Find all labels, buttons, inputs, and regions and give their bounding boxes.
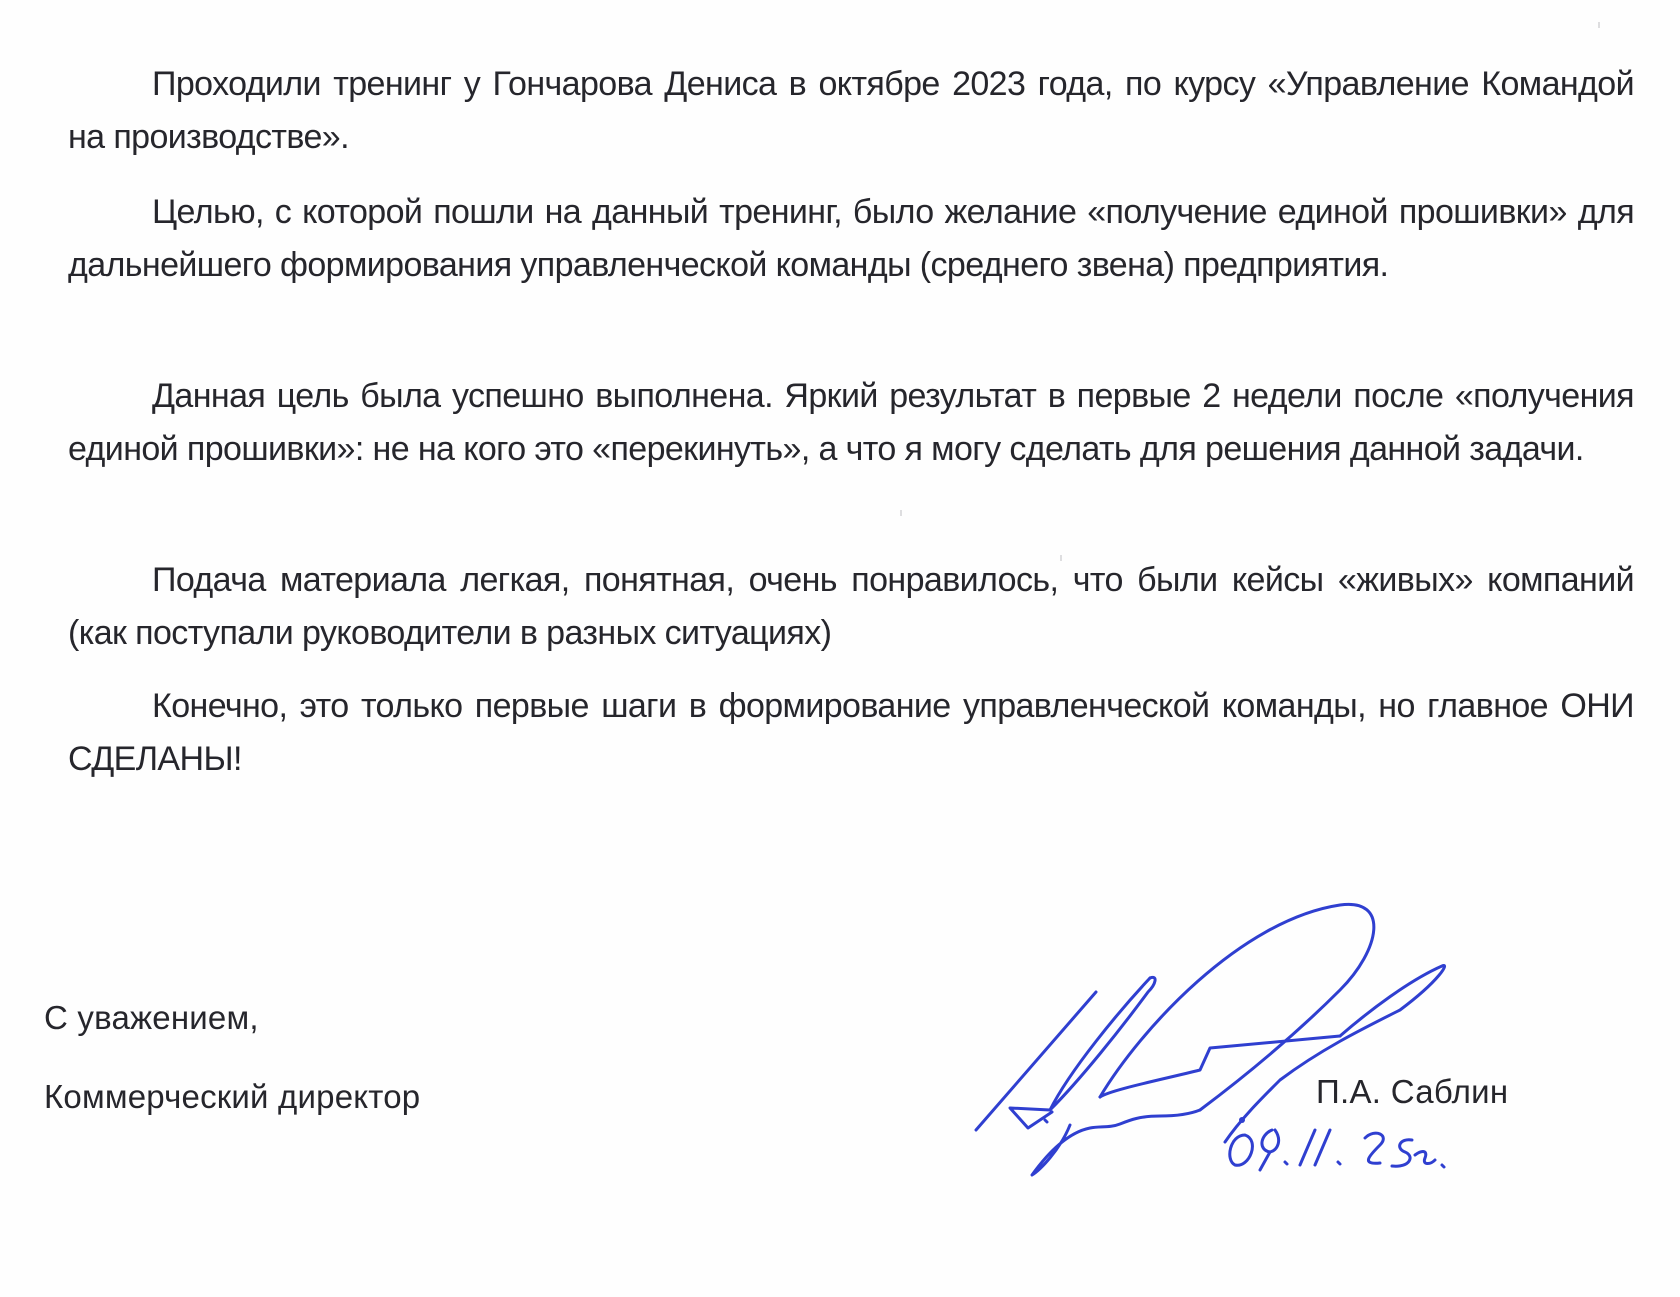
paragraph-conclusion: Конечно, это только первые шаги в формирование управленческой команды, но главное ОНИ СДЕЛАНЫ! — [68, 687, 1634, 778]
signer-position: Коммерческий директор — [44, 1078, 421, 1115]
paragraph-goal: Целью, с которой пошли на данный тренинг, было желание «получение единой прошивки» для дальнейшего формирования управленческой команды (среднего звена) предприятия. — [68, 193, 1634, 284]
signer-name: П.А. Саблин — [1316, 1073, 1509, 1110]
paragraph-result: Данная цель была успешно выполнена. Яркий результат в первые 2 недели после «получения единой прошивки»: не на кого это «перекинуть», а что я могу сделать для решения данной задачи. — [68, 377, 1634, 468]
scan-speck — [1060, 555, 1062, 561]
paragraph-training-info: Проходили тренинг у Гончарова Дениса в октябре 2023 года, по курсу «Управление Командой на производстве». — [68, 65, 1634, 156]
closing-salutation: С уважением, — [44, 999, 259, 1036]
scan-speck — [1598, 22, 1600, 28]
handwritten-signature-icon — [960, 880, 1580, 1200]
scan-speck — [900, 510, 902, 516]
paragraph-material: Подача материала легкая, понятная, очень понравилось, что были кейсы «живых» компаний (как поступали руководители в разных ситуациях) — [68, 561, 1634, 652]
